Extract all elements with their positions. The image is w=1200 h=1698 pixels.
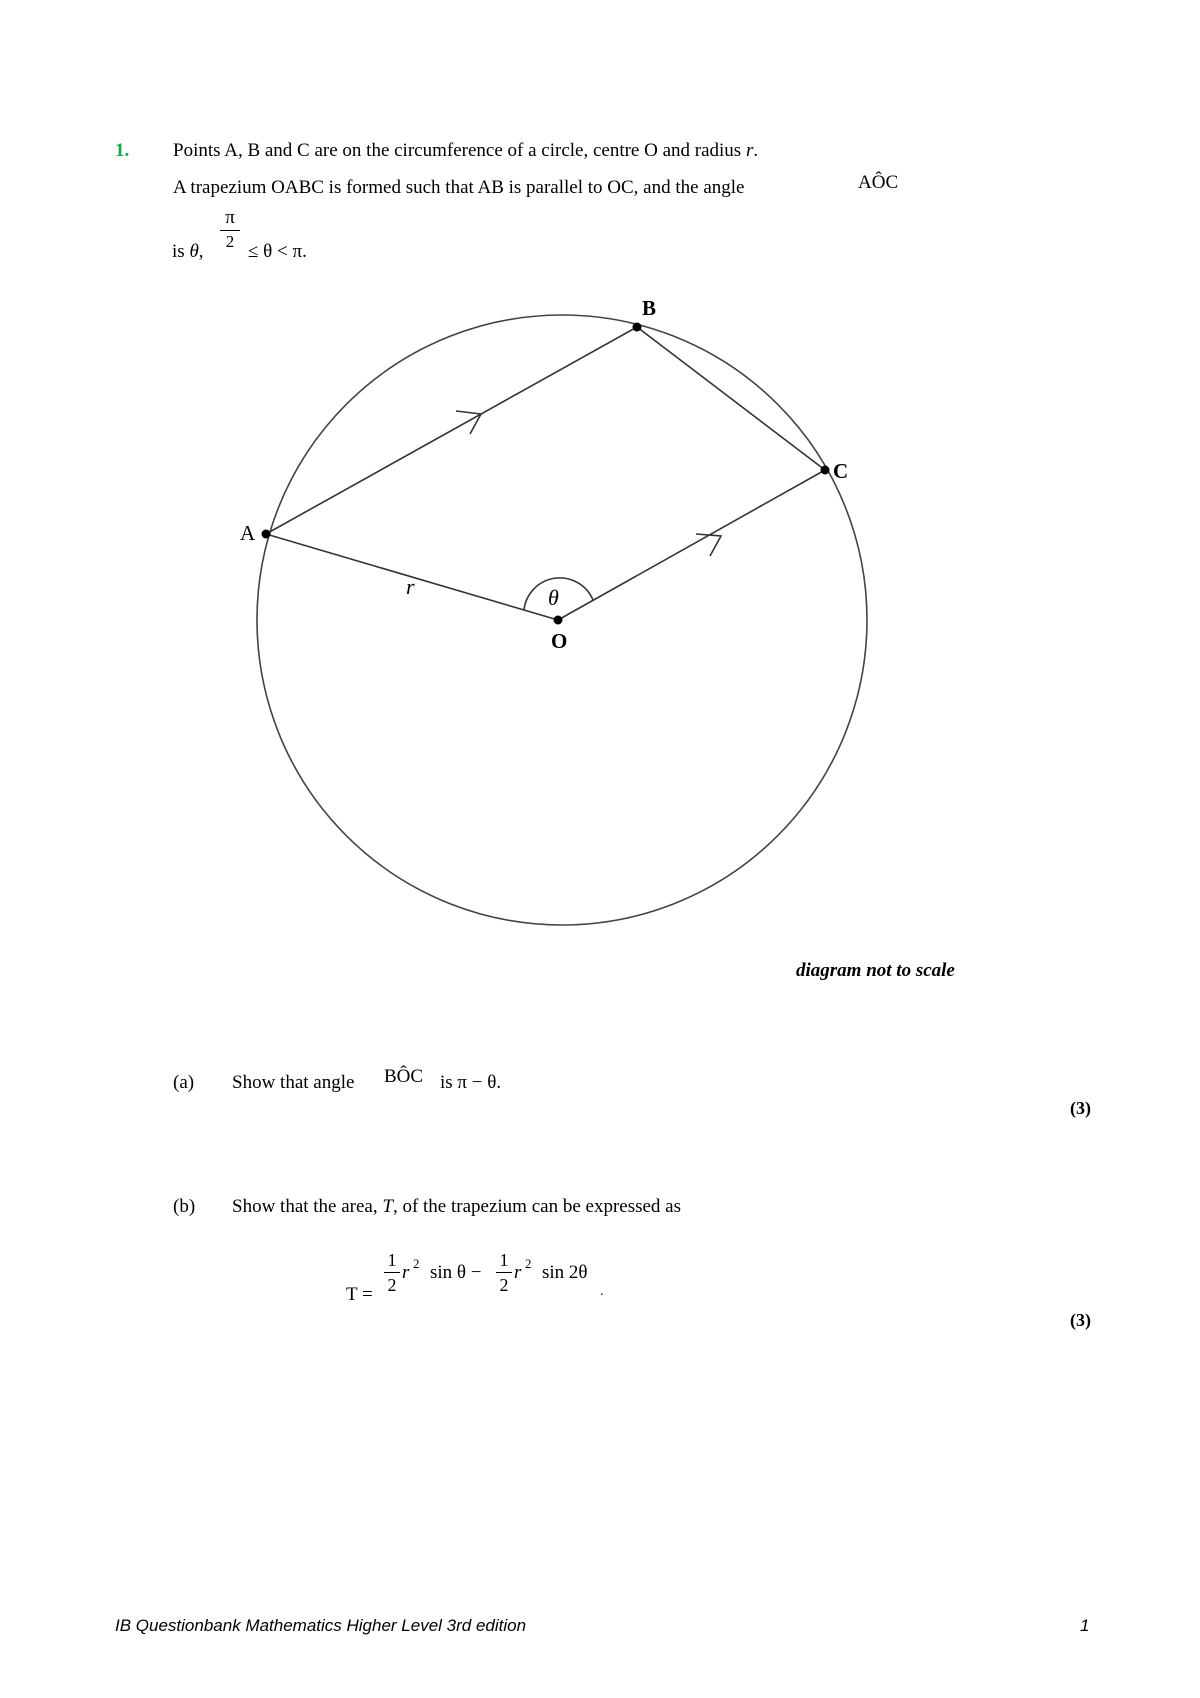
fraction-denominator-two: 2: [225, 232, 235, 251]
point-b: [633, 323, 642, 332]
formula-fraction-2: [496, 1249, 512, 1296]
point-a: [262, 530, 271, 539]
pi-over-two-fraction: [220, 207, 240, 252]
trapezium-circle-diagram: [220, 290, 900, 940]
fraction-2-bar: [496, 1272, 512, 1273]
formula-r-2: r: [514, 1262, 522, 1283]
segment-bc: [637, 327, 825, 470]
comma: ,: [198, 241, 204, 262]
point-c: [821, 466, 830, 475]
part-b-marks: (3): [1070, 1310, 1091, 1330]
formula-period: .: [600, 1284, 604, 1299]
fraction-bar: [220, 230, 240, 231]
point-o: [554, 616, 563, 625]
part-a-suffix: is π − θ.: [440, 1072, 502, 1093]
part-b-text-suffix: , of the trapezium can be expressed as: [392, 1196, 681, 1217]
label-a: A: [240, 521, 256, 545]
part-b-text: [232, 1196, 681, 1218]
question-line-1-text: Points A, B and C are on the circumference of a circle, centre O and radius: [173, 140, 746, 161]
segment-ab: [266, 327, 637, 534]
fraction-2-denominator: 2: [499, 1275, 509, 1295]
fraction-1-bar: [384, 1272, 400, 1273]
question-line-2: A trapezium OABC is formed such that AB is parallel to OC, and the angle: [173, 177, 745, 198]
label-o: O: [551, 629, 568, 653]
radius-var: r: [745, 140, 754, 161]
theta-symbol: θ: [189, 241, 199, 262]
fraction-1-denominator: 2: [387, 1275, 397, 1295]
page-number: 1: [1080, 1616, 1090, 1635]
fraction-1-numerator: 1: [387, 1250, 397, 1270]
question-line-3: [172, 241, 204, 263]
formula-squared-1: 2: [413, 1256, 420, 1271]
area-var: T: [382, 1196, 393, 1217]
angle-boc: BÔC: [384, 1066, 424, 1087]
fraction-numerator-pi: π: [225, 207, 235, 228]
fraction-2-numerator: 1: [499, 1250, 509, 1270]
part-a-text: Show that angle: [232, 1072, 355, 1093]
formula-fraction-1: [384, 1249, 400, 1296]
question-line-1-period: .: [753, 140, 759, 161]
segment-oc: [558, 470, 825, 620]
formula-sin-theta: sin θ −: [430, 1262, 482, 1283]
label-c: C: [833, 459, 849, 483]
question-line-1: [173, 140, 758, 162]
formula-squared-2: 2: [525, 1256, 532, 1271]
formula-lhs: T =: [346, 1284, 373, 1305]
parallel-arrow-ab: [456, 411, 481, 434]
part-a-label: (a): [173, 1072, 195, 1093]
parallel-arrow-oc: [696, 534, 721, 556]
condition-text: ≤ θ < π.: [248, 241, 307, 262]
formula-sin-2theta: sin 2θ: [542, 1262, 588, 1283]
is-text: is: [172, 241, 190, 262]
label-theta: θ: [548, 585, 559, 610]
label-r: r: [406, 574, 415, 599]
part-b-label: (b): [173, 1196, 196, 1217]
formula-r-1: r: [402, 1262, 410, 1283]
footer-source: IB Questionbank Mathematics Higher Level 3rd edition: [115, 1616, 527, 1635]
part-a-marks: (3): [1070, 1098, 1091, 1118]
question-number: 1.: [115, 140, 130, 161]
diagram-caption: diagram not to scale: [796, 960, 955, 981]
label-b: B: [642, 296, 657, 320]
angle-aoc: AÔC: [858, 172, 899, 193]
part-b-text-prefix: Show that the area,: [232, 1196, 383, 1217]
